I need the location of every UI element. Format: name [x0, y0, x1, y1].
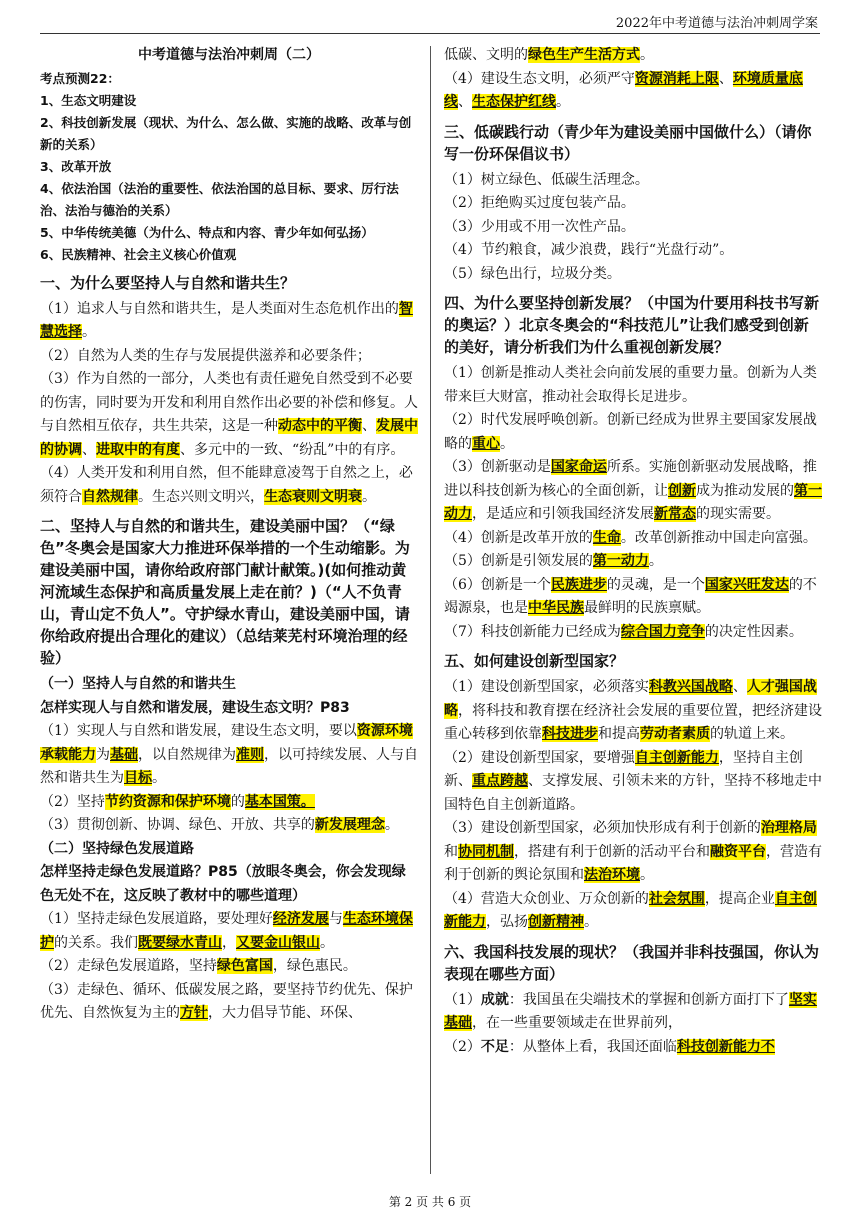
- document-title: 中考道德与法治冲刺周（二）: [138, 47, 320, 63]
- exam-point-6: 6、民族精神、社会主义核心价值观: [40, 246, 237, 262]
- paragraph: （2）建设创新型国家，要增强自主创新能力，坚持自主创新、重点跨越、支撑发展、引领未来的方针，坚持不移地走中国特色自主创新道路。: [444, 749, 822, 813]
- question-heading: 怎样坚持走绿色发展道路？P85（放眼冬奥会，你会发现绿色无处不在，这反映了教材中的哪些道理）: [40, 864, 406, 904]
- key-term: 法治环境: [584, 867, 640, 883]
- paragraph: （3）走绿色、循环、低碳发展之路，要坚持节约优先、保护优先、自然恢复为主的方针，大力倡导节能、环保、: [40, 981, 413, 1021]
- key-term: 资源消耗上限: [634, 70, 719, 87]
- column-divider: [430, 46, 431, 1174]
- section-heading-6: 六、我国科技发展的现状？（我国并非科技强国，你认为表现在哪些方面）: [444, 942, 820, 983]
- key-term: 发展中的协调: [40, 418, 418, 458]
- right-column: [444, 44, 822, 1059]
- key-term: 融资平台: [710, 843, 766, 860]
- key-term: 基本国策。: [244, 793, 315, 810]
- key-term: 重点跨越: [472, 773, 528, 789]
- paragraph: （2）自然为人类的生存与发展提供滋养和必要条件；: [40, 347, 371, 364]
- header-rule: [40, 33, 820, 34]
- key-term: 第一动力: [444, 482, 822, 522]
- paragraph: （1）成就：我国虽在尖端技术的掌握和创新方面打下了坚实基础，在一些重要领域走在世界前列，: [444, 991, 817, 1031]
- paragraph: （4）人类开发和利用自然，但不能肆意凌驾于自然之上，必须符合自然规律。生态兴则文明兴，生态衰则文明衰。: [40, 465, 413, 505]
- key-term: 第一动力: [592, 553, 649, 569]
- key-term: 生态保护红线: [472, 94, 556, 110]
- key-term: 重心: [472, 435, 500, 452]
- section-heading-2: 二、坚持人与自然的和谐共生，建设美丽中国？（“绿色”冬奥会是国家大力推进环保举措的一个生动缩影。为建设美丽中国，请你给政府部门献计献策。)(如何推动黄河流域生态保护和高质量发展上走在前？)（“人不负青山，青山定不负人”。守护绿水青山，建设美丽中国，请你给政府提出合理化的建议）（总结莱芜村环境治理的经验）: [40, 517, 410, 667]
- paragraph: （2）坚持节约资源和保护环境的基本国策。: [40, 793, 315, 810]
- exam-point-5: 5、中华传统美德（为什么、特点和内容、青少年如何弘扬）: [40, 224, 374, 240]
- section-heading-5: 五、如何建设创新型国家？: [444, 652, 625, 670]
- section-heading-1: 一、为什么要坚持人与自然和谐共生？: [40, 273, 296, 292]
- key-term: 生命: [592, 529, 621, 546]
- key-term: 劳动者素质: [640, 726, 710, 742]
- paragraph: （3）作为自然的一部分，人类也有责任避免自然受到不必要的伤害，同时要为开发和利用自然作出必要的补偿和修复。人与自然相互依存，共生共荣，这是一种动态中的平衡、发展中的协调、进取中的有度、多元中的一致、“纷乱”中的有序。: [40, 371, 418, 458]
- list-item: （1）树立绿色、低碳生活理念。: [444, 171, 649, 188]
- exam-point-1: 1、生态文明建设: [40, 92, 137, 108]
- label-shortcoming: 不足: [480, 1038, 509, 1055]
- key-term: 民族进步: [550, 576, 607, 593]
- paragraph: （4）建设生态文明，必须严守资源消耗上限、环境质量底线、生态保护红线。: [444, 70, 803, 110]
- paragraph: （1）追求人与自然和谐共生，是人类面对生态危机作出的智慧选择。: [40, 300, 413, 340]
- section-heading-3: 三、低碳践行动（青少年为建设美丽中国做什么）（请你写一份环保倡议书）: [444, 122, 812, 163]
- page-header: 2022年中考道德与法治冲刺周学案: [615, 16, 818, 31]
- key-term: 社会氛围: [648, 890, 705, 907]
- key-term: 协同机制: [458, 843, 514, 860]
- key-term: 经济发展: [272, 911, 329, 927]
- key-term: 方针: [180, 1005, 208, 1021]
- key-term: 进取中的有度: [96, 441, 180, 458]
- key-term: 目标: [124, 770, 152, 786]
- key-term: 节约资源和保护环境: [104, 793, 231, 810]
- key-term: 科技创新能力不: [676, 1038, 775, 1055]
- key-term: 动态中的平衡: [278, 418, 362, 434]
- key-term: 既要绿水青山: [138, 934, 222, 951]
- key-term: 自主创新能力: [634, 749, 719, 766]
- list-item: （5）绿色出行，垃圾分类。: [444, 265, 621, 282]
- key-term: 新发展理念: [314, 817, 385, 833]
- key-term: 生态环境保护: [40, 911, 413, 951]
- paragraph: （3）贯彻创新、协调、绿色、开放、共享的新发展理念。: [40, 817, 399, 833]
- paragraph: （5）创新是引领发展的第一动力。: [444, 553, 663, 569]
- key-term: 创新精神: [528, 914, 584, 930]
- key-term: 智慧选择: [40, 300, 413, 340]
- exam-point-3: 3、改革开放: [40, 158, 112, 174]
- key-term: 绿色生产生活方式: [528, 47, 640, 63]
- list-item: （2）拒绝购买过度包装产品。: [444, 195, 635, 211]
- key-term: 中华民族: [528, 600, 584, 616]
- exam-points-heading: 考点预测22：: [40, 70, 120, 86]
- paragraph: （3）创新驱动是国家命运所系。实施创新驱动发展战略，推进以科技创新为核心的全面创新，让创新成为推动发展的第一动力，是适应和引领我国经济发展新常态的现实需要。: [444, 459, 822, 522]
- key-term: 国家兴旺发达: [704, 576, 789, 593]
- key-term: 环境质量底线: [444, 70, 803, 110]
- exam-point-4: 4、依法治国（法治的重要性、依法治国的总目标、要求、厉行法治、法治与德治的关系）: [40, 180, 399, 218]
- key-term: 绿色富国: [216, 958, 273, 974]
- section-heading-4: 四、为什么要坚持创新发展？（中国为什要用科技书写新的奥运？）北京冬奥会的“科技范儿”让我们感受到创新的美好，请分析我们为什么重视创新发展？: [444, 294, 820, 356]
- key-term: 科技进步: [542, 726, 598, 742]
- list-item: （4）节约粮食，减少浪费，践行“光盘行动”。: [444, 242, 734, 258]
- paragraph: （4）营造大众创业、万众创新的社会氛围，提高企业自主创新能力，弘扬创新精神。: [444, 890, 817, 930]
- exam-point-2: 2、科技创新发展（现状、为什么、怎么做、实施的战略、改革与创新的关系）: [40, 114, 412, 152]
- paragraph: 低碳、文明的绿色生产生活方式。: [444, 47, 654, 63]
- paragraph: （2）不足：从整体上看，我国还面临科技创新能力不: [444, 1038, 775, 1055]
- question-heading: 怎样实现人与自然和谐发展，建设生态文明？P83: [40, 699, 350, 716]
- key-term: 综合国力竞争: [620, 623, 705, 640]
- label-achievement: 成就: [480, 991, 509, 1008]
- key-term: 创新: [668, 482, 696, 499]
- subsection-heading: （一）坚持人与自然的和谐共生: [40, 676, 236, 692]
- paragraph: （4）创新是改革开放的生命。改革创新推动中国走向富强。: [444, 529, 817, 546]
- paragraph: （3）建设创新型国家，必须加快形成有利于创新的治理格局和协同机制，搭建有利于创新的活动平台和融资平台，营造有利于创新的舆论氛围和法治环境。: [444, 820, 822, 883]
- key-term: 自然规律: [82, 488, 138, 505]
- paragraph: （2）时代发展呼唤创新。创新已经成为世界主要国家发展战略的重心。: [444, 412, 817, 452]
- paragraph: （6）创新是一个民族进步的灵魂，是一个国家兴旺发达的不竭源泉，也是中华民族最鲜明的民族禀赋。: [444, 576, 817, 616]
- key-term: 坚实基础: [444, 991, 817, 1031]
- key-term: 人才强国战略: [444, 679, 817, 719]
- key-term: 准则: [236, 746, 264, 763]
- key-term: 新常态: [654, 506, 696, 522]
- list-item: （3）少用或不用一次性产品。: [444, 218, 635, 235]
- key-term: 治理格局: [760, 820, 817, 836]
- key-term: 自主创新能力: [444, 890, 817, 930]
- key-term: 国家命运: [550, 459, 607, 475]
- paragraph: （1）建设创新型国家，必须落实科教兴国战略、人才强国战略，将科技和教育摆在经济社会发展的重要位置，把经济建设重心转移到依靠科技进步和提高劳动者素质的轨道上来。: [444, 679, 822, 742]
- subsection-heading: （二）坚持绿色发展道路: [40, 840, 194, 857]
- key-term: 科教兴国战略: [648, 679, 733, 695]
- paragraph: （7）科技创新能力已经成为综合国力竞争的决定性因素。: [444, 623, 803, 640]
- page-footer: 第 2 页 共 6 页: [388, 1195, 472, 1209]
- paragraph: （2）走绿色发展道路，坚持绿色富国，绿色惠民。: [40, 958, 357, 974]
- paragraph: （1）坚持走绿色发展道路，要处理好经济发展与生态环境保护的关系。我们既要绿水青山，又要金山银山。: [40, 911, 413, 951]
- key-term: 又要金山银山: [236, 934, 320, 951]
- paragraph: （1）创新是推动人类社会向前发展的重要力量。创新为人类带来巨大财富，推动社会取得长足进步。: [444, 365, 817, 405]
- key-term: 生态衰则文明衰: [264, 488, 362, 505]
- paragraph: （1）实现人与自然和谐发展，建设生态文明，要以资源环境承载能力为基础，以自然规律为准则，以可持续发展、人与自然和谐共生为目标。: [40, 723, 418, 786]
- left-column: [40, 44, 418, 1026]
- key-term: 基础: [110, 746, 138, 763]
- key-term: 资源环境承载能力: [40, 723, 413, 763]
